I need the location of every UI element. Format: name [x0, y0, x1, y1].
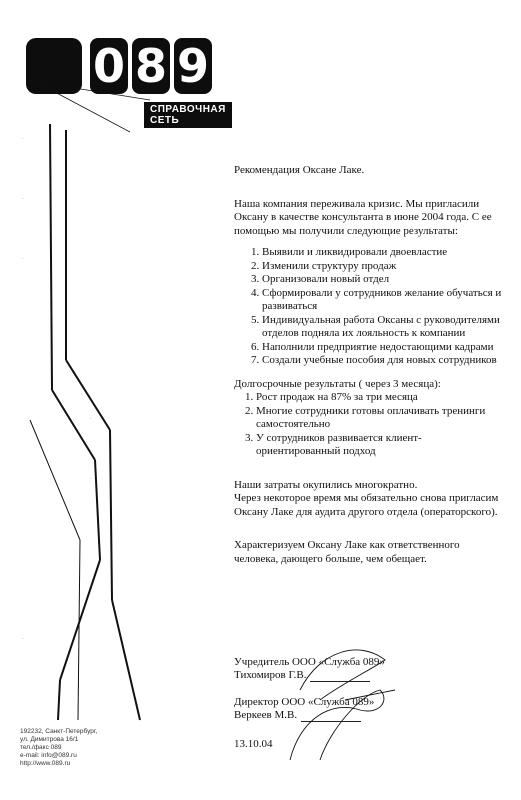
signer-title: Директор ООО «Служба 089»: [234, 696, 375, 708]
results-list: [234, 246, 506, 368]
letter-intro: Наша компания переживала кризис. Мы пригласили Оксану в качестве консультанта в июне 2004 года. С ее помощью мы получили следующие результаты:: [234, 197, 492, 237]
deco-line: [110, 430, 112, 600]
list-item: 3. У сотрудников развивается клиент-ориентированный подход: [256, 432, 506, 459]
list-item: 2. Изменили структуру продаж: [262, 260, 506, 274]
deco-dots: ·: [22, 256, 24, 262]
list-item: 1. Рост продаж на 87% за три месяца: [256, 391, 506, 405]
list-item: 5. Индивидуальная работа Оксаны с руководителями отделов подняла их лояльность к компании: [262, 314, 506, 341]
list-item: 2. Многие сотрудники готовы оплачивать тренинги самостоятельно: [256, 405, 506, 432]
logo-tagline: СПРАВОЧНАЯ СЕТЬ: [144, 102, 232, 128]
signer-title: Учредитель ООО «Служба 089»: [234, 656, 385, 668]
letter-date: 13.10.04: [234, 738, 273, 750]
logo-digit: 0: [90, 38, 128, 94]
founder-signature-block: [234, 656, 385, 682]
signer-name: Тихомиров Г.В.: [234, 669, 307, 681]
list-item: 3. Организовали новый отдел: [262, 273, 506, 287]
list-item: 4. Сформировали у сотрудников желание обучаться и развиваться: [262, 287, 506, 314]
logo-digit: 8: [132, 38, 170, 94]
list-item: 7. Создали учебные пособия для новых сотрудников: [262, 354, 506, 368]
deco-line: [58, 680, 60, 720]
longterm-heading: Долгосрочные результаты ( через 3 месяца):: [234, 377, 441, 390]
director-signature-block: [234, 696, 374, 722]
deco-dots: ·: [90, 476, 92, 482]
address-line: тел./факс 089: [20, 744, 62, 751]
deco-dots: ·: [22, 636, 24, 642]
paragraph: Характеризуем Оксану Лаке как ответственного человека, дающего больше, чем обещает.: [234, 539, 460, 565]
deco-line: [66, 360, 110, 430]
deco-dots: ·: [90, 416, 92, 422]
signature-line: [301, 721, 361, 722]
address-line: ул. Димитрова 16/1: [20, 736, 79, 743]
signer-name: Веркеев М.В.: [234, 709, 298, 721]
list-item: 6. Наполнили предприятие недостающими кадрами: [262, 341, 506, 355]
paragraph: Наши затраты окупились многократно.: [234, 478, 418, 491]
signature-line: [310, 681, 370, 682]
deco-line: [112, 600, 140, 720]
longterm-list: [234, 391, 506, 459]
address-line: e-mail: info@089.ru: [20, 752, 77, 759]
paragraph: Через некоторое время мы обязательно снова пригласим Оксану Лаке для аудита другого отдела (операторского).: [234, 492, 499, 518]
deco-line: [30, 420, 80, 540]
company-logo: [18, 26, 226, 126]
deco-line: [60, 560, 100, 680]
deco-line: [95, 460, 100, 560]
letter-title: Рекомендация Оксане Лаке.: [234, 164, 365, 176]
logo-digits: [90, 38, 212, 94]
address-line: http://www.089.ru: [20, 760, 71, 767]
deco-line: [52, 390, 95, 460]
address-line: 192232, Санкт-Петербург,: [20, 728, 98, 735]
letter-body: [234, 164, 506, 566]
list-item: 1. Выявили и ликвидировали двоевластие: [262, 246, 506, 260]
logo-digit: 9: [174, 38, 212, 94]
company-address: [20, 728, 97, 768]
logo-block: [26, 38, 82, 94]
deco-line: [50, 124, 52, 390]
deco-line: [78, 540, 80, 720]
deco-dots: ·: [22, 196, 24, 202]
deco-dots: ·: [22, 136, 24, 142]
